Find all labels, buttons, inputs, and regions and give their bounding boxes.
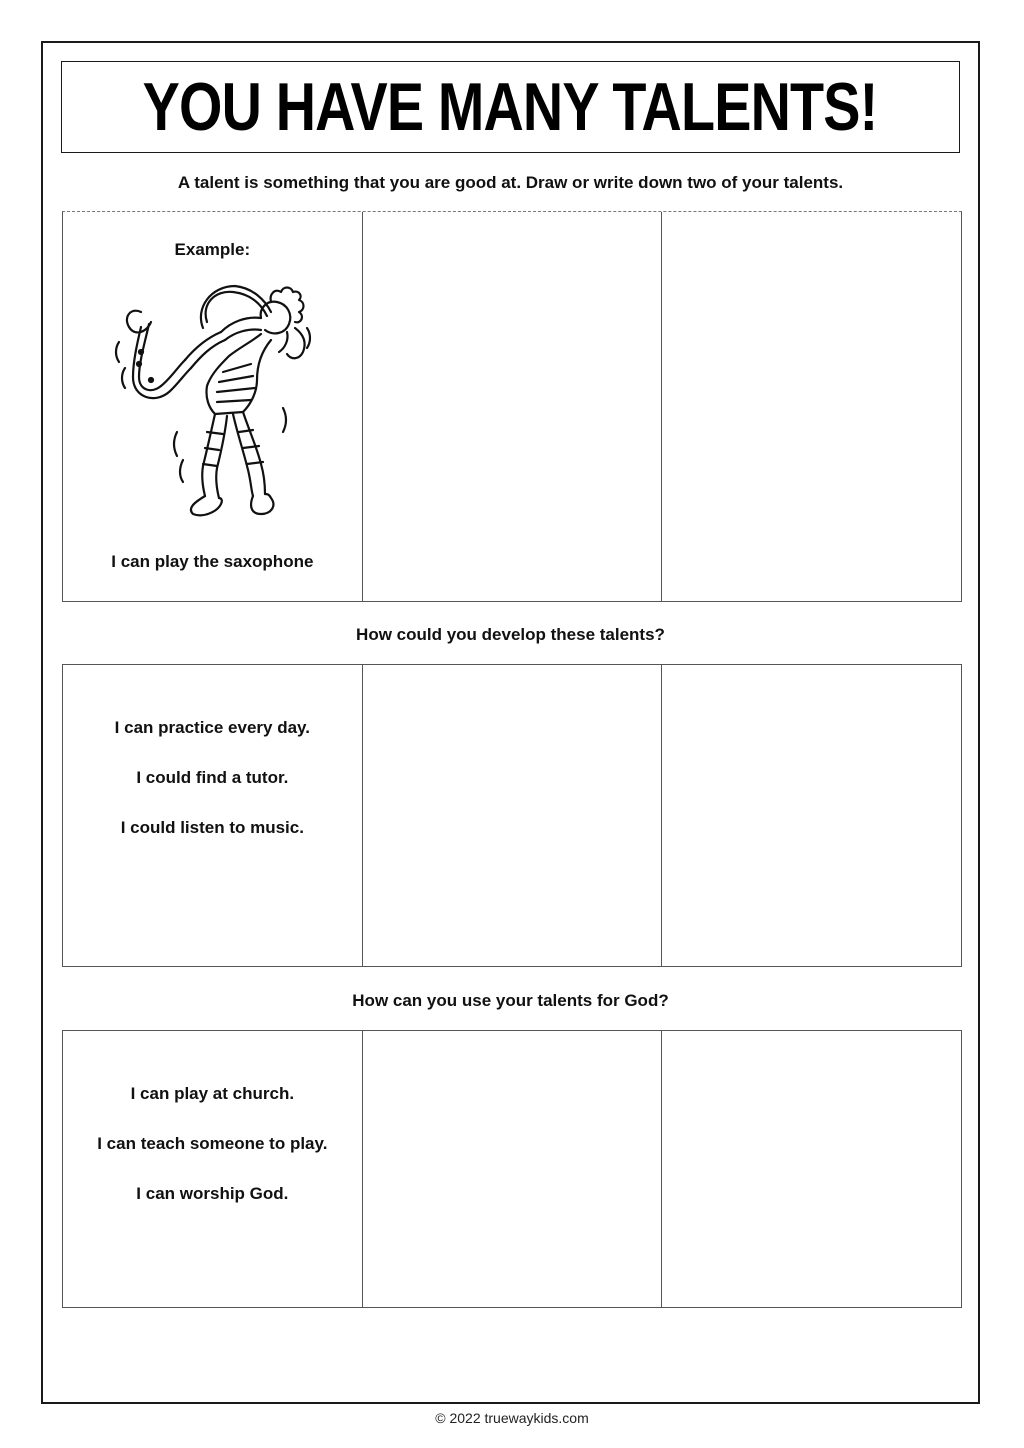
use-for-god-answer-box-2[interactable] — [662, 1031, 961, 1307]
example-label: Example: — [174, 240, 251, 259]
use-for-god-answer-box-1[interactable] — [363, 1031, 663, 1307]
use-for-god-example-line: I can play at church. — [130, 1084, 295, 1103]
title-box — [61, 61, 960, 153]
talent-drawing-box-2[interactable] — [662, 212, 961, 601]
use-for-god-example-list — [63, 1083, 362, 1233]
saxophone-player-icon — [111, 282, 316, 527]
develop-answer-box-1[interactable] — [363, 665, 663, 966]
develop-answer-box-2[interactable] — [662, 665, 961, 966]
page-title: YOU HAVE MANY TALENTS! — [143, 69, 878, 145]
develop-grid — [62, 664, 962, 967]
copyright-footer: © 2022 truewaykids.com — [435, 1410, 589, 1426]
use-for-god-question: How can you use your talents for God? — [352, 991, 669, 1010]
develop-question: How could you develop these talents? — [356, 625, 665, 644]
use-for-god-example-line: I can teach someone to play. — [97, 1134, 328, 1153]
develop-example-list — [63, 717, 362, 867]
use-for-god-example-line: I can worship God. — [136, 1184, 289, 1203]
example-cell — [63, 212, 363, 601]
develop-example-cell — [63, 665, 363, 966]
talent-instruction: A talent is something that you are good at. Draw or write down two of your talents. — [177, 173, 844, 192]
develop-example-line: I could find a tutor. — [136, 768, 289, 787]
use-for-god-grid — [62, 1030, 962, 1308]
develop-example-line: I could listen to music. — [120, 818, 304, 837]
use-for-god-example-cell — [63, 1031, 363, 1307]
example-caption: I can play the saxophone — [111, 552, 314, 571]
talents-grid — [62, 211, 962, 602]
develop-example-line: I can practice every day. — [114, 718, 310, 737]
talent-drawing-box-1[interactable] — [363, 212, 663, 601]
